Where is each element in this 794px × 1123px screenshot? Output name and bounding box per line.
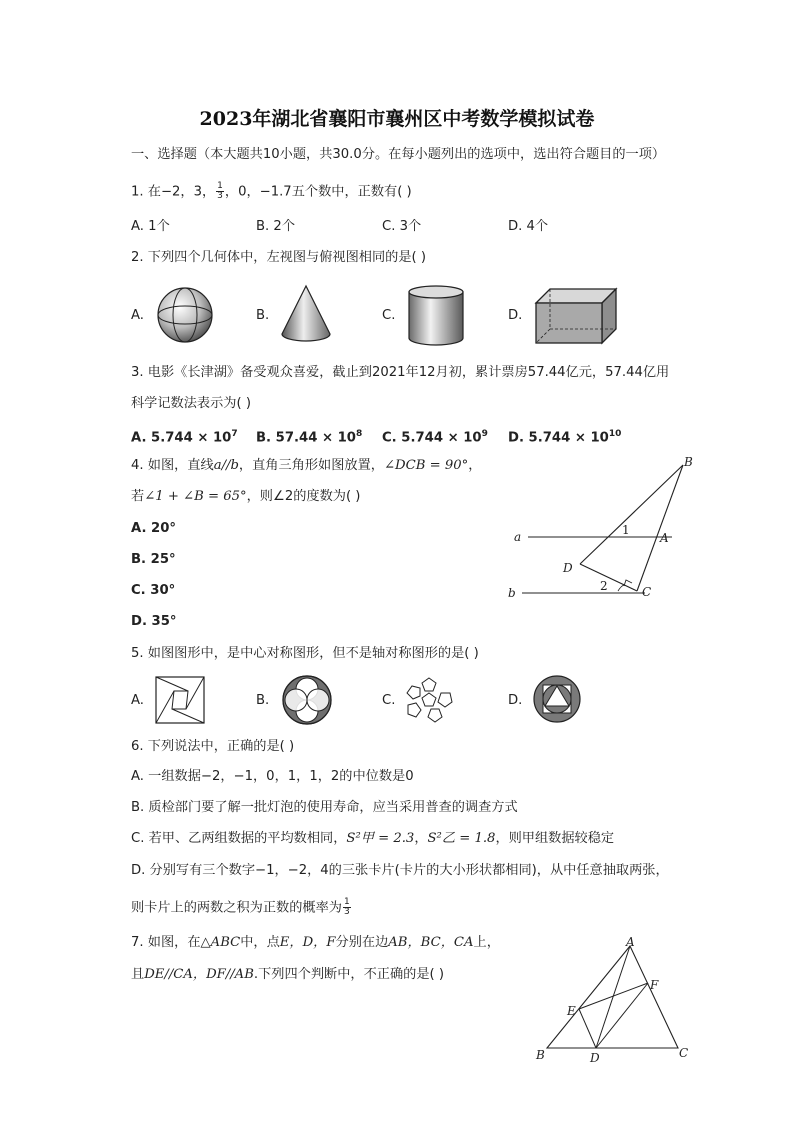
- q3-d-exp: 10: [608, 429, 622, 439]
- q7-l1-points: E，D，F: [279, 935, 336, 950]
- q7-l2-expr: DE//CA，DF//AB: [144, 967, 254, 982]
- label-a: A: [626, 935, 635, 949]
- pentagon-ring-figure: [404, 676, 454, 724]
- q7-l1-abc: ABC: [210, 935, 241, 950]
- q5-option-d[interactable]: D.: [508, 693, 523, 708]
- q2-option-c[interactable]: C.: [382, 308, 396, 323]
- q1-text-a: 1. 在−2，3，: [131, 184, 216, 200]
- q2-option-b[interactable]: B.: [256, 308, 270, 323]
- q4-geometry-figure: [500, 452, 710, 602]
- q3-d-text: D. 5.744 × 10: [508, 430, 609, 446]
- segment-db: [580, 465, 683, 564]
- question-4-line2: [131, 488, 360, 506]
- label-b: B: [536, 1048, 545, 1062]
- q3-option-a[interactable]: [131, 425, 238, 447]
- page-title: 2023年湖北省襄阳市襄州区中考数学模拟试卷: [199, 108, 595, 130]
- question-4-line1: [131, 457, 481, 475]
- q4-option-d[interactable]: D. 35°: [131, 614, 177, 629]
- question-1: [131, 182, 412, 202]
- q3-a-exp: 7: [231, 429, 238, 439]
- q6-option-a[interactable]: A. 一组数据−2，−1，0，1，1，2的中位数是0: [131, 769, 414, 784]
- q4-l1-angle: ∠DCB = 90°: [383, 458, 469, 473]
- label-line-a: a: [514, 530, 522, 544]
- q6-option-d-line2: [131, 898, 352, 918]
- question-5: 5. 如图图形中，是中心对称图形，但不是轴对称图形的是( ): [131, 646, 479, 661]
- circle-square-triangle-figure: [532, 674, 582, 724]
- q3-option-c[interactable]: [382, 425, 488, 447]
- q7-l1-b: 中，点: [240, 935, 280, 950]
- q2-option-d[interactable]: D.: [508, 308, 523, 323]
- label-angle-2: 2: [600, 579, 608, 593]
- q2-option-a[interactable]: A.: [131, 308, 144, 323]
- q3-b-exp: 8: [355, 429, 363, 439]
- q7-l2-a: 且: [131, 967, 145, 982]
- q1-text-b: ，0，−1.7五个数中，正数有( ): [224, 184, 412, 200]
- segment-cb: [637, 465, 683, 591]
- label-a-point: A: [660, 531, 669, 545]
- q6-c-text-b: ，则甲组数据较稳定: [495, 831, 615, 846]
- q4-l2-a: 若: [131, 489, 145, 504]
- q4-option-b[interactable]: B. 25°: [131, 552, 176, 567]
- q7-triangle-figure: [530, 935, 710, 1065]
- q5-option-a[interactable]: A.: [131, 693, 144, 708]
- label-d-point: D: [563, 561, 573, 575]
- q1-option-d[interactable]: D. 4个: [508, 219, 549, 234]
- label-d: D: [590, 1051, 600, 1065]
- q3-c-exp: 9: [481, 429, 488, 439]
- question-3-line2: 科学记数法表示为( ): [131, 396, 251, 411]
- q3-b-text: B. 57.44 × 10: [256, 430, 356, 446]
- q6-c-sep: ，: [414, 831, 428, 846]
- segment-dc: [580, 564, 637, 591]
- q1-frac-den: 3: [217, 191, 223, 201]
- question-6: 6. 下列说法中，正确的是( ): [131, 739, 295, 754]
- section-heading: 一、选择题（本大题共10小题，共30.0分。在每小题列出的选项中，选出符合题目的一项）: [131, 147, 666, 162]
- question-2: 2. 下列四个几何体中，左视图与俯视图相同的是( ): [131, 250, 427, 265]
- label-c-point: C: [642, 585, 652, 599]
- q6-d2-fraction: [343, 898, 351, 917]
- q1-option-a[interactable]: A. 1个: [131, 219, 170, 234]
- label-e: E: [567, 1004, 576, 1018]
- q4-l1-var: a//b: [213, 458, 239, 473]
- q4-option-a[interactable]: A. 20°: [131, 521, 176, 536]
- q6-d2-text: 则卡片上的两数之积为正数的概率为: [131, 900, 342, 916]
- question-7-line1: [131, 934, 500, 952]
- q1-frac-num: 1: [217, 181, 223, 191]
- q7-l1-c: 分别在边: [335, 935, 389, 950]
- cone-figure: [280, 284, 332, 344]
- q6-option-d[interactable]: D. 分别写有三个数字−1，−2，4的三张卡片(卡片的大小形状都相同)，从中任意抽取两张，: [131, 863, 669, 878]
- q1-option-b[interactable]: B. 2个: [256, 219, 296, 234]
- q4-l1-b: ，直角三角形如图放置，: [238, 458, 384, 473]
- q7-l1-sides: AB，BC，CA: [388, 935, 474, 950]
- q3-option-b[interactable]: [256, 425, 362, 447]
- q1-option-c[interactable]: C. 3个: [382, 219, 422, 234]
- q6-c-variance-1: S²甲 = 2.3: [346, 831, 415, 846]
- q1-fraction: [216, 182, 224, 201]
- cuboid-figure: [534, 287, 618, 345]
- q6-d2-frac-den: 3: [344, 907, 350, 917]
- cylinder-figure: [406, 284, 466, 348]
- angle-2-arc: [618, 585, 624, 591]
- q4-option-c[interactable]: C. 30°: [131, 583, 176, 598]
- q6-c-text-a: C. 若甲、乙两组数据的平均数相同，: [131, 831, 347, 846]
- q5-option-b[interactable]: B.: [256, 693, 270, 708]
- label-b-point: B: [684, 455, 693, 469]
- q7-l1-a: 7. 如图，在△: [131, 935, 211, 950]
- q4-l1-c: ，: [468, 458, 482, 473]
- q7-l1-d: 上，: [473, 935, 500, 950]
- q4-l2-b: ，则∠2的度数为( ): [246, 489, 361, 504]
- segment-ed: [579, 1009, 596, 1048]
- pinwheel-square-figure: [155, 676, 205, 724]
- q3-a-text: A. 5.744 × 10: [131, 430, 232, 446]
- q6-d2-frac-num: 1: [344, 897, 350, 907]
- q3-c-text: C. 5.744 × 10: [382, 430, 482, 446]
- q6-option-b[interactable]: B. 质检部门要了解一批灯泡的使用寿命，应当采用普查的调查方式: [131, 800, 518, 815]
- q5-option-c[interactable]: C.: [382, 693, 396, 708]
- q6-option-c[interactable]: [131, 830, 614, 848]
- q4-l2-expr: ∠1 + ∠B = 65°: [144, 489, 247, 504]
- segment-ad: [596, 946, 630, 1048]
- label-c: C: [679, 1046, 689, 1060]
- label-line-b: b: [508, 586, 516, 600]
- question-7-line2: [131, 966, 444, 984]
- sphere-figure: [155, 286, 215, 344]
- q6-c-variance-2: S²乙 = 1.8: [427, 831, 496, 846]
- label-angle-1: 1: [622, 523, 630, 537]
- label-f: F: [650, 978, 659, 992]
- q4-l1-a: 4. 如图，直线: [131, 458, 214, 473]
- q3-option-d[interactable]: [508, 425, 621, 447]
- q7-l2-b: .下列四个判断中，不正确的是( ): [253, 967, 445, 982]
- question-3-line1: 3. 电影《长津湖》备受观众喜爱，截止到2021年12月初，累计票房57.44亿元，57.44亿用: [131, 365, 670, 380]
- four-petal-circle-figure: [281, 674, 333, 726]
